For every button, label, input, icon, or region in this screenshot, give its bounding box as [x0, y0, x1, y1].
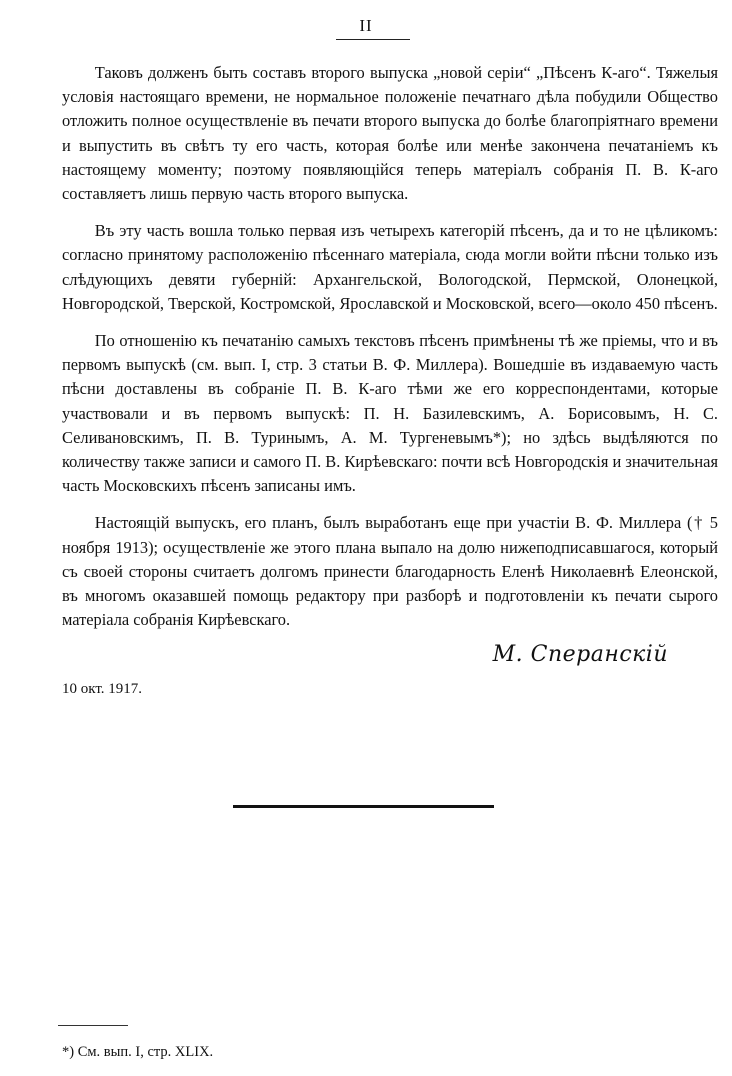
footnote: *) См. вып. I, стр. XLIX. [62, 1044, 214, 1060]
page-number-underline [336, 39, 410, 40]
page-number: II [359, 16, 373, 35]
closing-divider [233, 805, 494, 808]
paragraph-1: Таковъ долженъ быть составъ второго выпуска „новой серіи“ „Пѣсенъ К-аго“. Тяжелыя условія настоящаго времени, не нормальное положеніе печатнаго дѣла побудили Общество отложить полное осуществленіе въ печати второго выпуска до болѣе благопріятнаго времени и выпустить въ свѣтъ ту его часть, которая болѣе или менѣе закончена печатаніемъ къ настоящему моменту; поэтому появляющійся теперь матеріалъ собранія П. В. К-аго составляетъ лишь первую часть второго выпуска. [62, 63, 718, 204]
paragraph-2: Въ эту часть вошла только первая изъ четырехъ категорій пѣсенъ, да и то не цѣликомъ: согласно принятому расположенію пѣсеннаго матеріала, сюда могли войти пѣсни только изъ слѣдующихъ девяти губерній: Архангельской, Вологодской, Пермской, Олонецкой, Новгородской, Тверской, Костромской, Ярославской и Московской, всего—около 450 пѣсенъ. [62, 221, 718, 313]
signature: М. Сперанскій [492, 642, 668, 667]
paragraph-4: Настоящій выпускъ, его планъ, былъ выработанъ еще при участіи В. Ф. Миллера († 5 ноября 1913); осуществленіе же этого плана выпало на долю нижеподписавшагося, который съ своей стороны считаетъ долгомъ принести благодарность Еленѣ Николаевнѣ Елеонской, въ многомъ оказавшей помощь редактору при разборѣ и подготовленіи къ печати сырого матеріала собранія Кирѣевскаго. [62, 513, 718, 630]
body-text [62, 61, 718, 632]
date-line: 10 окт. 1917. [62, 681, 143, 697]
paragraph-3: По отношенію къ печатанію самыхъ текстовъ пѣсенъ примѣнены тѣ же пріемы, что и въ первомъ выпускѣ (см. вып. I, стр. 3 статьи В. Ф. Миллера). Вошедшіе въ издаваемую часть пѣсни доставлены въ собраніе П. В. К-аго тѣми же его корреспондентами, которые участвовали и въ первомъ выпускѣ: П. Н. Базилевскимъ, А. Борисовымъ, Н. С. Селивановскимъ, П. В. Туринымъ, А. М. Тургеневымъ*); но здѣсь выдѣляются по количеству также записи и самого П. В. Кирѣевскаго: почти всѣ Новгородскія и значительная часть Московскихъ пѣсенъ записаны имъ. [62, 331, 718, 496]
footnote-divider [58, 1025, 128, 1026]
